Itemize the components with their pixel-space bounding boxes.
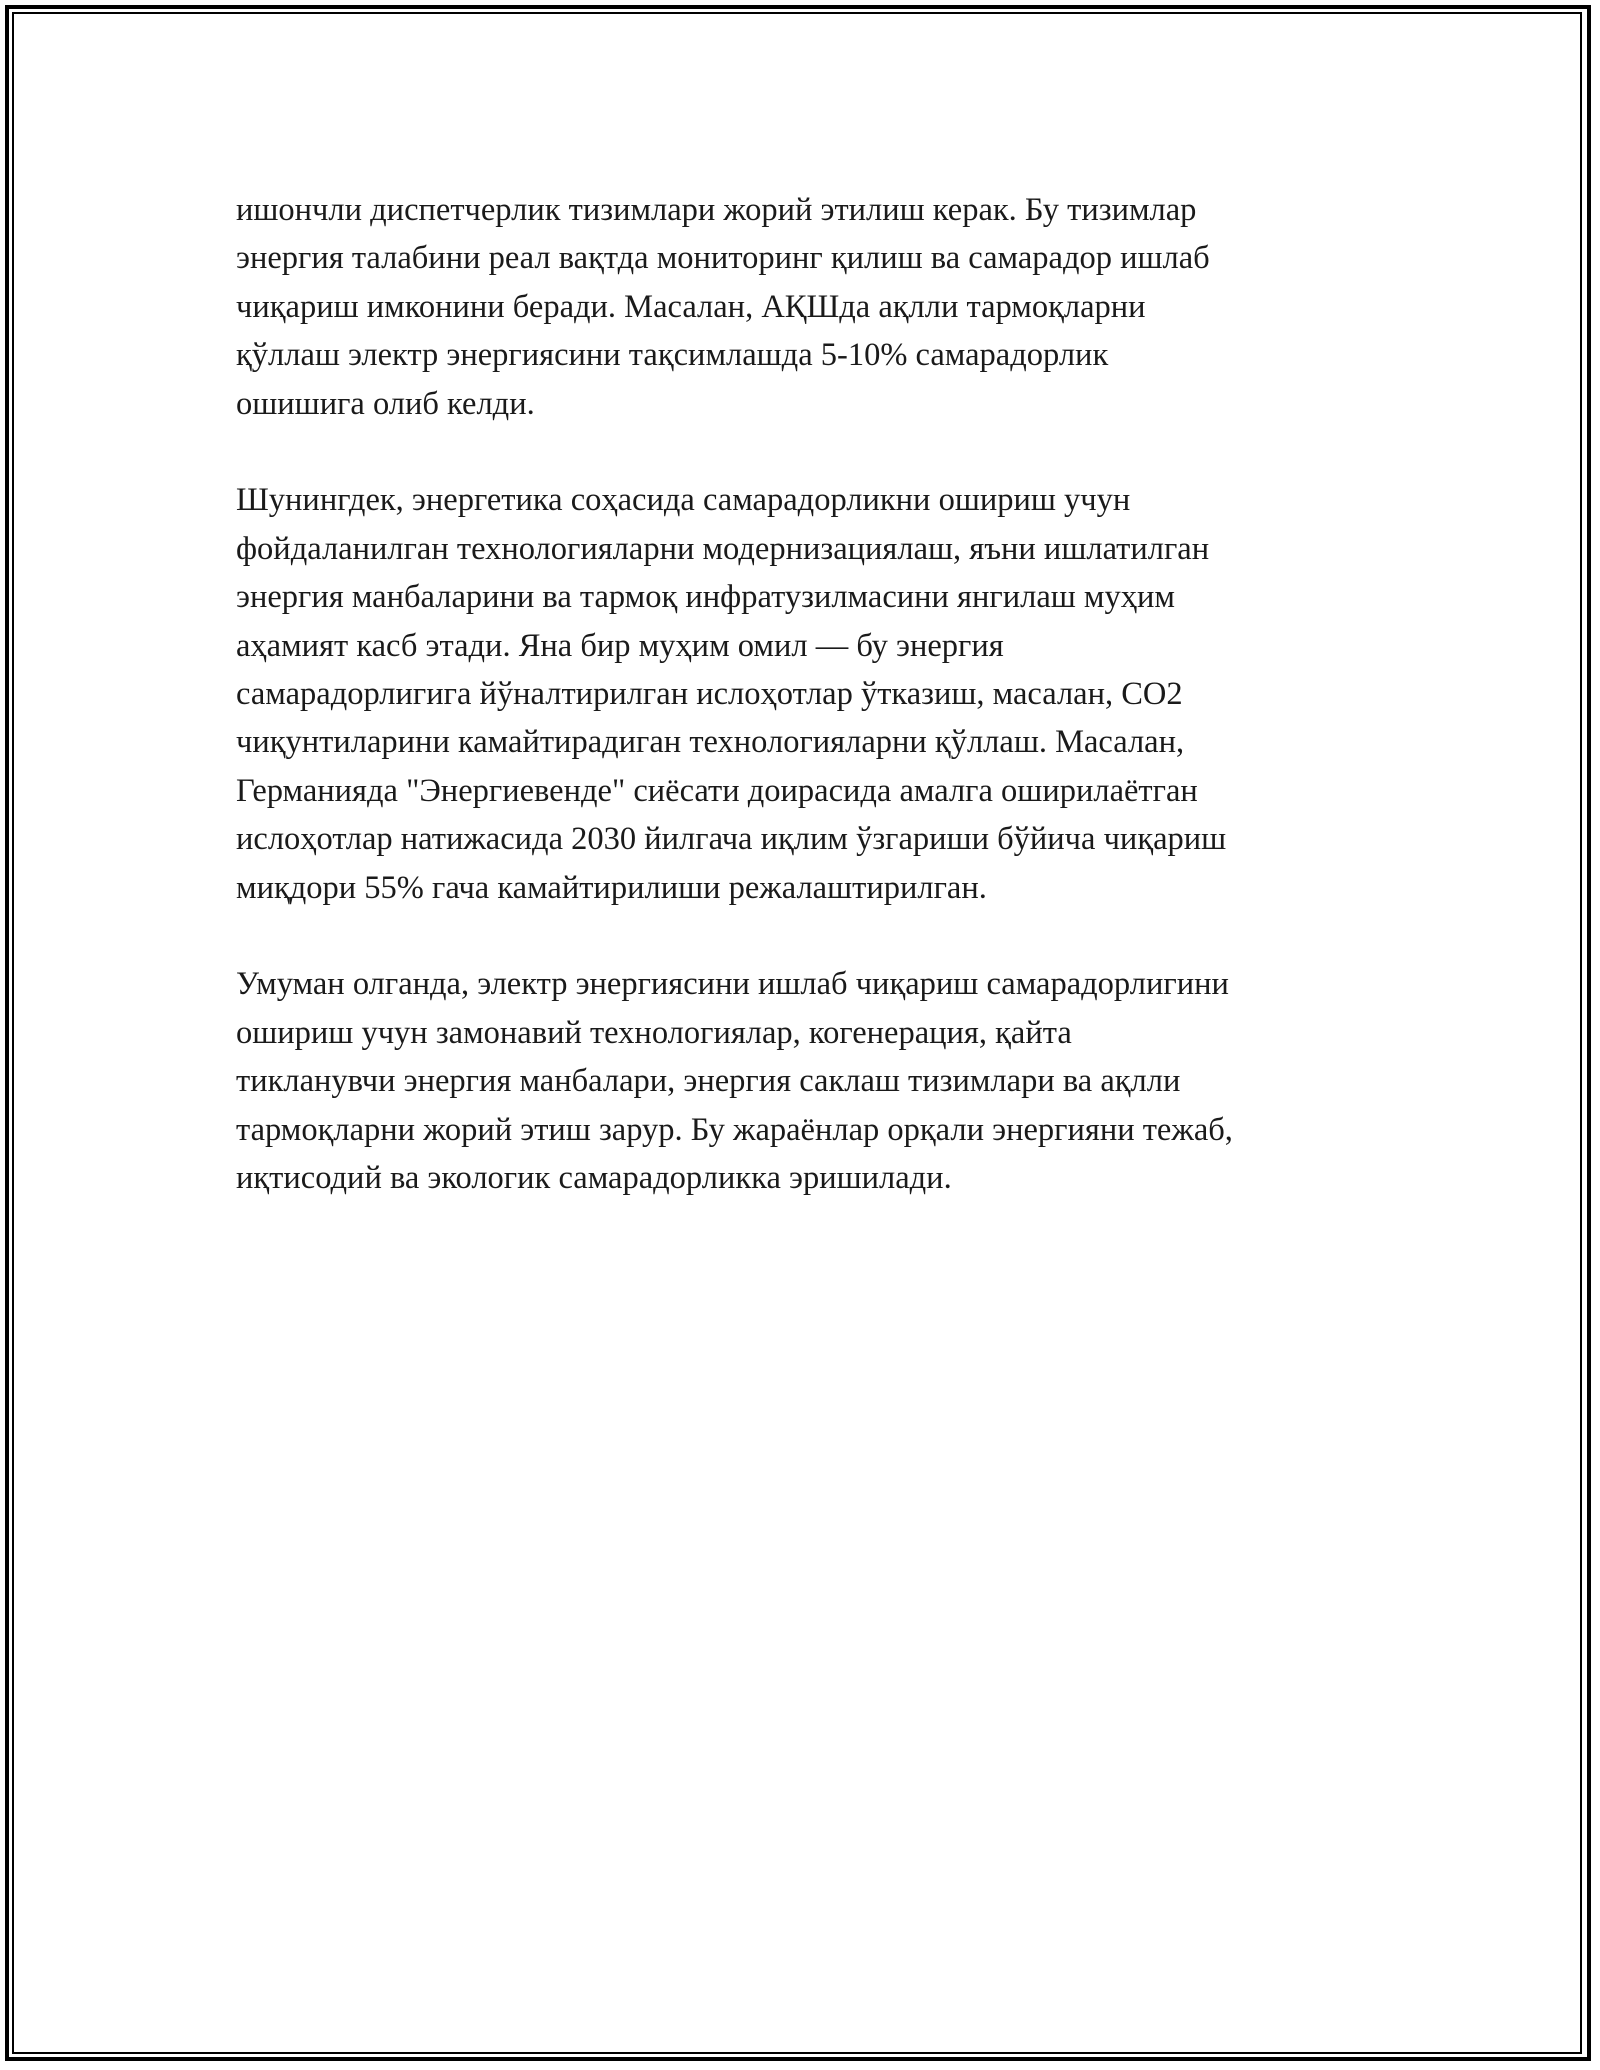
text-line: тармоқларни жорий этиш зарур. Бу жараёнлар орқали энергияни тежаб, bbox=[236, 1111, 1233, 1148]
text-line: фойдаланилган технологияларни модернизациялаш, яъни ишлатилган bbox=[236, 530, 1210, 567]
text-line: ошириш учун замонавий технологиялар, когенерация, қайта bbox=[236, 1014, 1072, 1051]
text-line: чиқариш имконини беради. Масалан, АҚШда ақлли тармоқларни bbox=[236, 288, 1146, 325]
text-line: Шунингдек, энергетика соҳасида самарадорликни ошириш учун bbox=[236, 482, 1131, 519]
text-line: қўллаш электр энергиясини тақсимлашда 5-10% самарадорлик bbox=[236, 337, 1109, 374]
text-line: Германияда "Энергиевенде" сиёсати доирасида амалга оширилаётган bbox=[236, 772, 1198, 809]
text-line: энергия талабини реал вақтда мониторинг қилиш ва самарадор ишлаб bbox=[236, 240, 1210, 277]
document-body bbox=[236, 186, 1386, 1251]
paragraph-1 bbox=[236, 186, 1386, 428]
text-line: чиқунтиларини камайтирадиган технологияларни қўллаш. Масалан, bbox=[236, 724, 1185, 761]
text-line: аҳамият касб этади. Яна бир муҳим омил — бу энергия bbox=[236, 627, 1004, 664]
text-line: ошишига олиб келди. bbox=[236, 385, 535, 422]
text-line: тикланувчи энергия манбалари, энергия саклаш тизимлари ва ақлли bbox=[236, 1063, 1181, 1100]
text-line: Умуман олганда, электр энергиясини ишлаб чиқариш самарадорлигини bbox=[236, 966, 1229, 1003]
text-line: ишончли диспетчерлик тизимлари жорий этилиш керак. Бу тизимлар bbox=[236, 192, 1197, 228]
text-line: иқтисодий ва экологик самарадорликка эришилади. bbox=[236, 1160, 952, 1197]
text-line: миқдори 55% гача камайтирилиши режалаштирилган. bbox=[236, 869, 987, 906]
text-line: ислоҳотлар натижасида 2030 йилгача иқлим ўзгариши бўйича чиқариш bbox=[236, 821, 1227, 858]
text-line: энергия манбаларини ва тармоқ инфратузилмасини янгилаш муҳим bbox=[236, 579, 1175, 616]
text-line: самарадорлигига йўналтирилган ислоҳотлар ўтказиш, масалан, CO2 bbox=[236, 676, 1183, 713]
paragraph-2 bbox=[236, 476, 1386, 912]
paragraph-3 bbox=[236, 960, 1386, 1202]
